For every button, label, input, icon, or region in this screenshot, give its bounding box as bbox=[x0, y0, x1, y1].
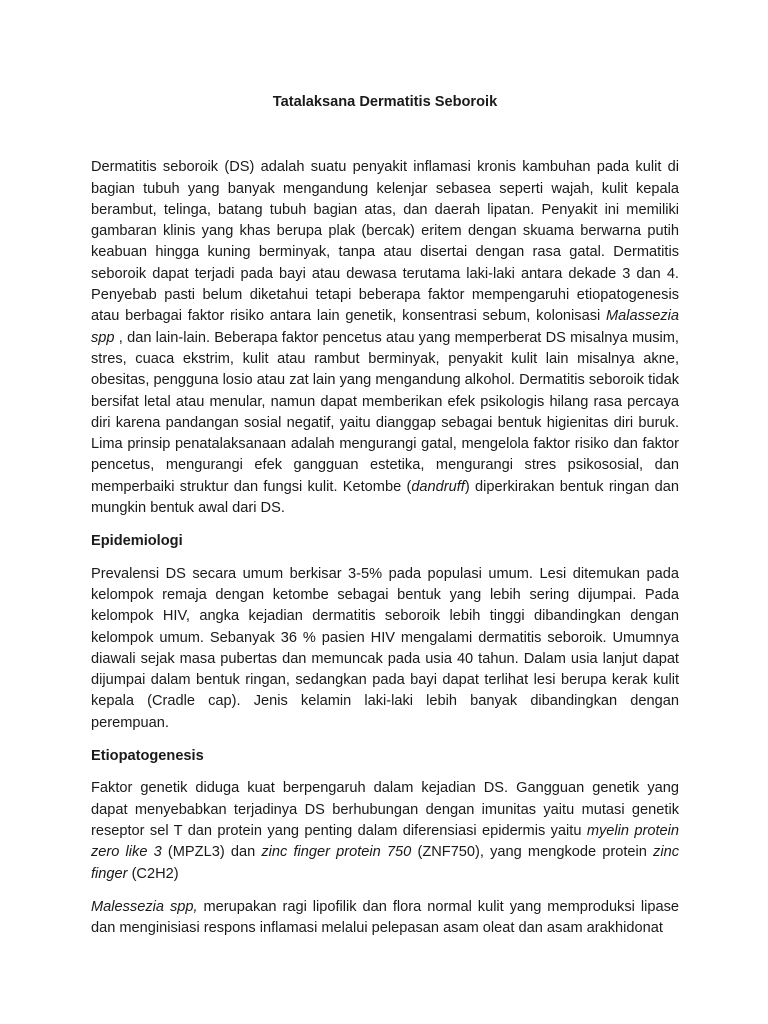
intro-italic-1: Malassezia spp bbox=[91, 308, 679, 346]
etiopatogenesis-paragraph-1 bbox=[91, 778, 679, 884]
intro-italic-2: dandruff bbox=[411, 478, 465, 495]
etio-text-2: (MPZL3) dan bbox=[161, 844, 262, 861]
document-title: Tatalaksana Dermatitis Seboroik bbox=[272, 94, 498, 110]
intro-text-2: , dan lain-lain. Beberapa faktor pencetus atau yang memperberat DS misalnya musim, stres, cuaca ekstrim, kulit atau rambut berminyak, penyakit kulit lain misalnya akne, obesitas, pengguna losio atau zat lain yang mengandung alkohol. Dermatitis seboroik tidak bersifat letal atau menular, namun dapat memberikan efek psikologis hilang rasa percaya diri karena pandangan sosial negatif, yaitu dianggap sebagai bentuk higienitas diri buruk. Lima prinsip penatalaksanaan adalah mengurangi gatal, mengelola faktor risiko dan faktor pencetus, mengurangi efek gangguan estetika, mengurangi stres psikososial, dan memperbaiki struktur dan fungsi kulit. Ketombe ( bbox=[91, 329, 679, 495]
epidemiologi-paragraph: Prevalensi DS secara umum berkisar 3-5% pada populasi umum. Lesi ditemukan pada kelompok remaja dengan ketombe sebagai bentuk yang lebih sering dijumpai. Pada kelompok HIV, angka kejadian dermatitis seboroik lebih tinggi dibandingkan dengan kelompok umum. Sebanyak 36 % pasien HIV mengalami dermatitis seboroik. Umumnya diawali sejak masa pubertas dan memuncak pada usia 40 tahun. Dalam usia lanjut dapat dijumpai dalam bentuk ringan, sedangkan pada bayi dapat terlihat lesi berupa kerak kulit kepala (Cradle cap). Jenis kelamin laki-laki lebih banyak dibandingkan dengan perempuan. bbox=[91, 565, 679, 731]
etio-text-3: (ZNF750), yang mengkode protein bbox=[411, 844, 654, 861]
etiopatogenesis-paragraph-2 bbox=[91, 897, 679, 940]
epidemiologi-heading: Epidemiologi bbox=[91, 533, 183, 550]
etiopatogenesis-heading: Etiopatogenesis bbox=[91, 748, 204, 765]
etio-p2-italic-1: Malessezia spp, bbox=[91, 898, 198, 915]
intro-text-3: ) diperkirakan bentuk ringan dan mungkin bentuk awal dari DS. bbox=[91, 478, 679, 517]
etio-italic-2: zinc finger protein 750 bbox=[261, 844, 412, 861]
etio-text-4: (C2H2) bbox=[127, 865, 179, 882]
etio-text-1: Faktor genetik diduga kuat berpengaruh dalam kejadian DS. Gangguan genetik yang dapat menyebabkan terjadinya DS berhubungan dengan imunitas yaitu mutasi genetik reseptor sel T dan protein yang penting dalam diferensiasi epidermis yaitu bbox=[91, 780, 679, 839]
etio-italic-1: myelin protein zero like 3 bbox=[91, 822, 679, 861]
etio-p2-text-1: merupakan ragi lipofilik dan flora normal kulit yang memproduksi lipase dan menginisiasi respons inflamasi melalui pelepasan asam oleat dan asam arakhidonat bbox=[91, 898, 679, 937]
intro-paragraph bbox=[91, 157, 679, 519]
etio-italic-3: zinc finger bbox=[91, 844, 679, 882]
intro-text-1: Dermatitis seboroik (DS) adalah suatu penyakit inflamasi kronis kambuhan pada kulit di bagian tubuh yang banyak mengandung kelenjar sebasea seperti wajah, kulit kepala berambut, telinga, batang tubuh bagian atas, dan daerah lipatan. Penyakit ini memiliki gambaran klinis yang khas berupa plak (bercak) eritem dengan skuama berwarna putih keabuan hingga kuning berminyak, tanpa atau disertai dengan rasa gatal. Dermatitis seboroik dapat terjadi pada bayi atau dewasa terutama laki-laki antara dekade 3 dan 4. Penyebab pasti belum diketahui tetapi beberapa faktor mempengaruhi etiopatogenesis atau berbagai faktor risiko antara lain genetik, konsentrasi sebum, kolonisasi bbox=[91, 159, 679, 325]
